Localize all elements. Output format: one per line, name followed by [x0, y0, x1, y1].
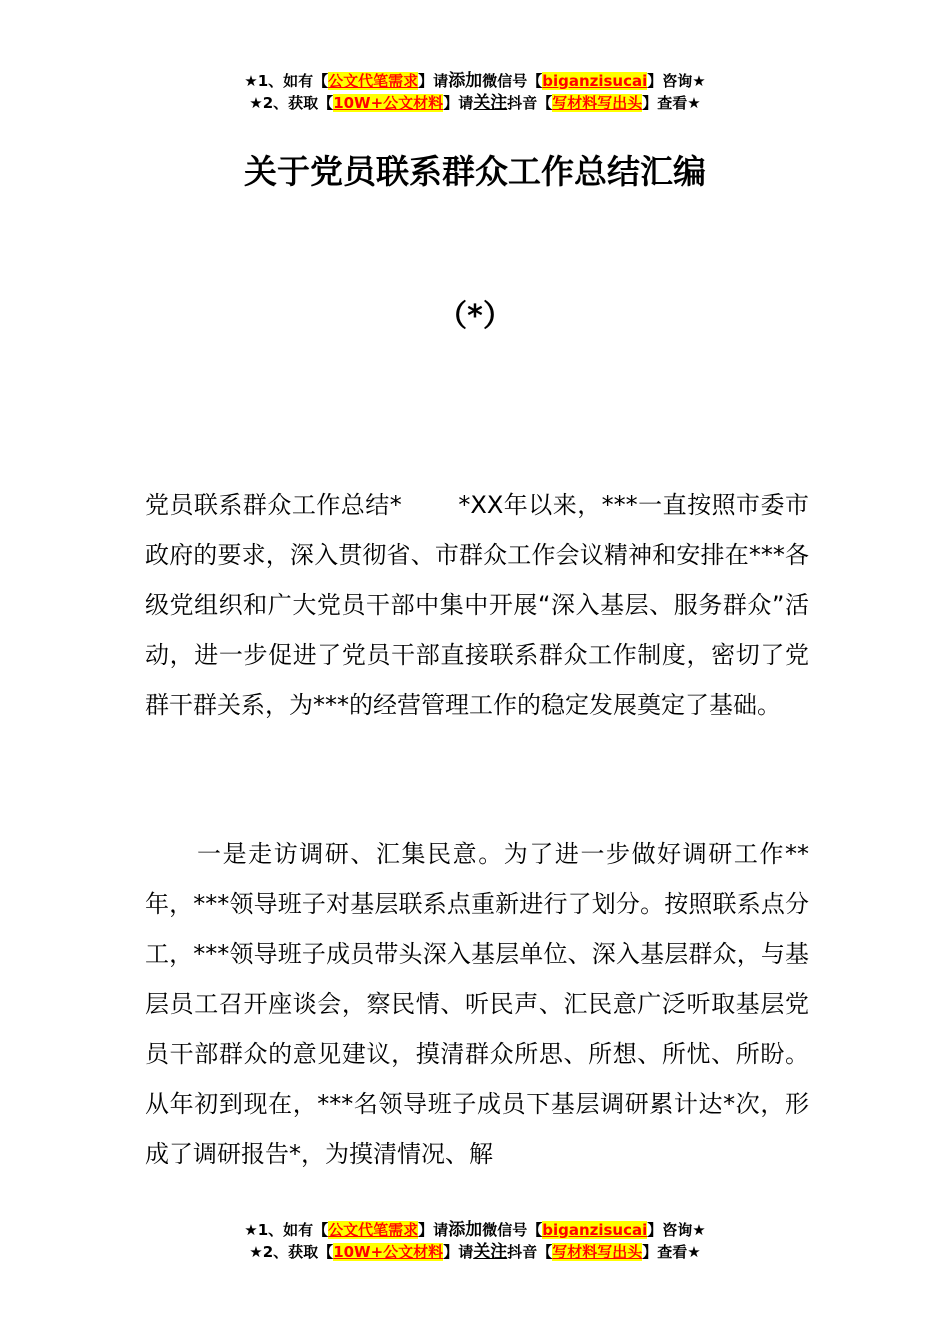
section-marker: （*） — [437, 299, 513, 334]
promo-line-2-highlight-douyin: 写材料写出头 — [552, 94, 643, 112]
promo-line-1 — [0, 1219, 950, 1241]
promo-line-2-highlight-materials: 10W+公文材料 — [333, 94, 444, 112]
promo-line-2-mid: 】请 — [443, 1243, 474, 1261]
body-paragraph-2: 一是走访调研、汇集民意。为了进一步做好调研工作**年，***领导班子对基层联系点重新进行了划分。按照联系点分工，***领导班子成员带头深入基层单位、深入基层群众，与基层员工召开座谈会，察民情、听民声、汇民意广泛听取基层党员干部群众的意见建议，摸清群众所思、所想、所忧、所盼。从年初到现在，***名领导班子成员下基层调研累计达*次，形成了调研报告*，为摸清情况、解 — [145, 840, 809, 1168]
promo-line-2-mid-2: 抖音【 — [507, 1243, 553, 1261]
promo-line-1-highlight-service: 公文代笔需求 — [328, 72, 419, 90]
promo-line-1-highlight-wechat: biganzisucai — [542, 1221, 648, 1239]
promo-line-2 — [0, 1241, 950, 1263]
promo-line-2-highlight-materials: 10W+公文材料 — [333, 1243, 444, 1261]
document-title: 关于党员联系群众工作总结汇编 — [244, 152, 706, 191]
promo-line-2-mid: 】请 — [443, 94, 474, 112]
promo-line-2-suffix: 】查看★ — [642, 1243, 701, 1261]
promo-line-2 — [0, 92, 950, 114]
promo-line-1-mid: 】请 — [418, 72, 449, 90]
promo-line-2-suffix: 】查看★ — [642, 94, 701, 112]
promo-line-2-prefix: ★2、获取【 — [249, 1243, 334, 1261]
promo-line-2-mid-2: 抖音【 — [507, 94, 553, 112]
promo-line-1-mid-2: 微信号【 — [482, 72, 543, 90]
promo-line-1-prefix: ★1、如有【 — [244, 1221, 329, 1239]
promo-line-2-prefix: ★2、获取【 — [249, 94, 334, 112]
promo-line-1 — [0, 70, 950, 92]
promo-line-1-highlight-service: 公文代笔需求 — [328, 1221, 419, 1239]
promo-line-1-highlight-wechat: biganzisucai — [542, 72, 648, 90]
promo-line-2-emphasis: 关注 — [473, 1242, 508, 1262]
promo-line-1-emphasis: 添加 — [448, 71, 483, 91]
promo-line-1-prefix: ★1、如有【 — [244, 72, 329, 90]
promo-line-1-mid: 】请 — [418, 1221, 449, 1239]
body-paragraph-1: 党员联系群众工作总结* *XX年以来，***一直按照市委市政府的要求，深入贯彻省、市群众工作会议精神和安排在***各级党组织和广大党员干部中集中开展“深入基层、服务群众”活动，进一步促进了党员干部直接联系群众工作制度，密切了党群干群关系，为***的经营管理工作的稳定发展奠定了基础。 — [145, 491, 809, 719]
promo-banner-top — [0, 70, 950, 114]
promo-banner-bottom — [0, 1219, 950, 1263]
promo-line-2-emphasis: 关注 — [473, 93, 508, 113]
promo-line-1-mid-2: 微信号【 — [482, 1221, 543, 1239]
promo-line-1-suffix: 】咨询★ — [647, 72, 706, 90]
promo-line-1-suffix: 】咨询★ — [647, 1221, 706, 1239]
promo-line-1-emphasis: 添加 — [448, 1220, 483, 1240]
promo-line-2-highlight-douyin: 写材料写出头 — [552, 1243, 643, 1261]
